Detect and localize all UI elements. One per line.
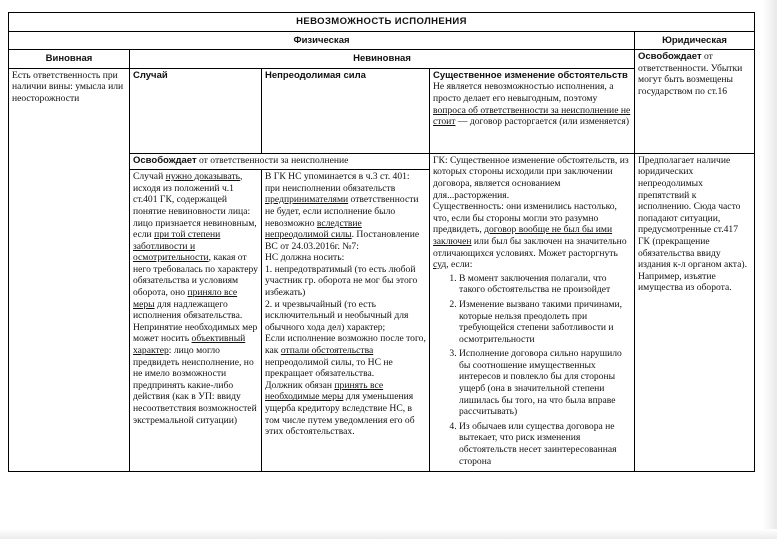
- legal-detail-cell: Предполагает наличие юридических непреодолимых препятствий к исполнению. Сюда часто попадают ситуации, предусмотренные ст.417 ГК (прекращение обязательства ввиду издания к-л органом акта). Например, изъятие имущества из оборота.: [635, 153, 755, 471]
- document-table-wrapper: [8, 12, 754, 522]
- list-item: 4. Из обычаев или существа договора не вытекает, что риск изменения обстоятельств несет заинтересованная сторона: [459, 421, 631, 467]
- change-essence-text: [433, 201, 631, 271]
- force-p7: для уменьшения ущерба кредитору вследствие НС, в том числе путем уведомления его об этих обстоятельствах.: [265, 391, 415, 438]
- table-title: НЕВОЗМОЖНОСТЬ ИСПОЛНЕНИЯ: [9, 13, 755, 32]
- force-p6: Должник обязан: [265, 379, 335, 391]
- case-p6: : лицо могло предвидеть неисполнение, но не имело возможности предпринять какие-либо действия (как в УП: ввиду несоответствия возможностей экстремальной ситуации): [133, 345, 257, 426]
- releases-bold: Освобождает: [133, 154, 197, 166]
- case-underline-1: нужно доказывать: [165, 171, 241, 183]
- change-court-underline: суд: [433, 259, 447, 271]
- force-detail-cell: [262, 170, 430, 472]
- case-p1: Случай: [133, 171, 166, 183]
- force-underline-3: отпали обстоятельства: [280, 345, 374, 357]
- change-essence-underline: договор вообще не был бы ими заключен: [433, 224, 613, 247]
- case-underline-4: объективный характер: [133, 333, 246, 357]
- force-p2: ответственности не будет, если исполнение было невозможно: [265, 194, 419, 229]
- case-p4: для надлежащего исполнения обязательства.: [133, 298, 243, 322]
- force-p3: . Постановление ВС от 24.03.2016г. №7:: [265, 229, 420, 252]
- force-must-text: НС должна носить:: [265, 252, 345, 264]
- case-p2: , исходя из положений ч.1 ст.401 ГК, содержащей понятие невиновности лица: лицо признается невиновным, если: [133, 171, 257, 241]
- guilty-header: Виновная: [9, 50, 130, 69]
- force-p1: В ГК НС упоминается в ч.3 ст. 401: при неисполнении обязательств: [265, 171, 410, 194]
- change-gk-text: ГК: Существенное изменение обстоятельств, из которых стороны исходили при заключении договора, является основанием для...расторжения.: [433, 154, 629, 201]
- case-p3: , какая от него требовалась по характеру обязательства и условиям оборота, оно: [133, 252, 258, 299]
- force-after-text: [265, 333, 426, 379]
- right-edge-shadow: [763, 0, 777, 539]
- force-p4: Если исполнение возможно после того, как: [265, 333, 426, 357]
- force-underline-4: принять все необходимые меры: [265, 379, 384, 403]
- releases-text: от ответственности за неисполнение: [196, 154, 349, 166]
- releases-cell: [130, 153, 430, 169]
- legal-release-bold: Освобождает: [638, 51, 702, 63]
- case-column-header: Случай: [130, 68, 262, 153]
- change-essence-p2: или был бы заключен на значительно отличающихся условиях. Может расторгнуть: [433, 235, 627, 259]
- legal-header: Юридическая: [635, 31, 755, 50]
- change-essence-p1: Существенность: они изменились настолько, что, если бы стороны могли это разумно предвидеть,: [433, 201, 617, 236]
- case-proof-text: [133, 171, 258, 322]
- change-essence-p3: , если:: [446, 259, 473, 271]
- case-detail-cell: [130, 170, 262, 472]
- innocent-header: Невиновная: [130, 50, 635, 69]
- case-measures-text: [133, 322, 258, 426]
- force-item-1: 1. непредотвратимый (то есть любой участник гр. оборота не мог бы этого избежать): [265, 263, 418, 299]
- change-conditions-list: [433, 273, 631, 468]
- change-top-underline: вопроса об ответственности за неисполнение не стоит: [433, 104, 631, 128]
- list-item: 1. В момент заключения полагали, что такого обстоятельства не произойдет: [459, 273, 631, 296]
- force-underline-1: предпринимателями: [265, 194, 349, 206]
- force-p5: непреодолимой силы, то НС не прекращает обязательства.: [265, 356, 393, 380]
- change-top-text: [433, 81, 630, 127]
- list-item: 2. Изменение вызвано такими причинами, которые нельзя преодолеть при требующейся степени заботливости и осмотрительности: [459, 299, 631, 345]
- change-top-end: — договор расторгается (или изменяется): [455, 116, 630, 128]
- force-item-2: 2. и чрезвычайный (то есть исключительный и необычный для обычного хода дел) характер;: [265, 298, 409, 333]
- guilty-cell: Есть ответственность при наличии вины: умысла или неосторожности: [9, 68, 130, 471]
- case-p5: Непринятие необходимых мер может носить: [133, 321, 258, 345]
- list-item: 3. Исполнение договора сильно нарушило бы соотношение имущественных интересов и повлекло бы для стороны ущерб (она в значительной степени лишилась бы того, на что была вправе рассчитывать): [459, 348, 631, 418]
- force-column-header: Непреодолимая сила: [262, 68, 430, 153]
- impossibility-table: [8, 12, 755, 472]
- change-column-header: Существенное изменение обстоятельств: [433, 69, 628, 81]
- physical-header: Физическая: [9, 31, 635, 50]
- force-underline-2: вследствие непреодолимой силы: [265, 217, 362, 241]
- legal-release-text: от ответственности. Убытки могут быть возмещены государством по ст.16: [638, 51, 743, 97]
- legal-release-cell: [635, 50, 755, 154]
- change-detail-cell: [430, 153, 635, 471]
- bottom-edge-shadow: [0, 529, 777, 539]
- change-top-p1: Не является невозможностью исполнения, а просто делает его невыгодным, поэтому: [433, 81, 614, 104]
- case-underline-2: при той степени заботливости и осмотрительности: [133, 229, 221, 264]
- case-underline-3: приняло все меры: [133, 287, 238, 310]
- force-intro-text: [265, 171, 426, 252]
- change-column-cell: [430, 68, 635, 153]
- force-debtor-text: [265, 380, 426, 438]
